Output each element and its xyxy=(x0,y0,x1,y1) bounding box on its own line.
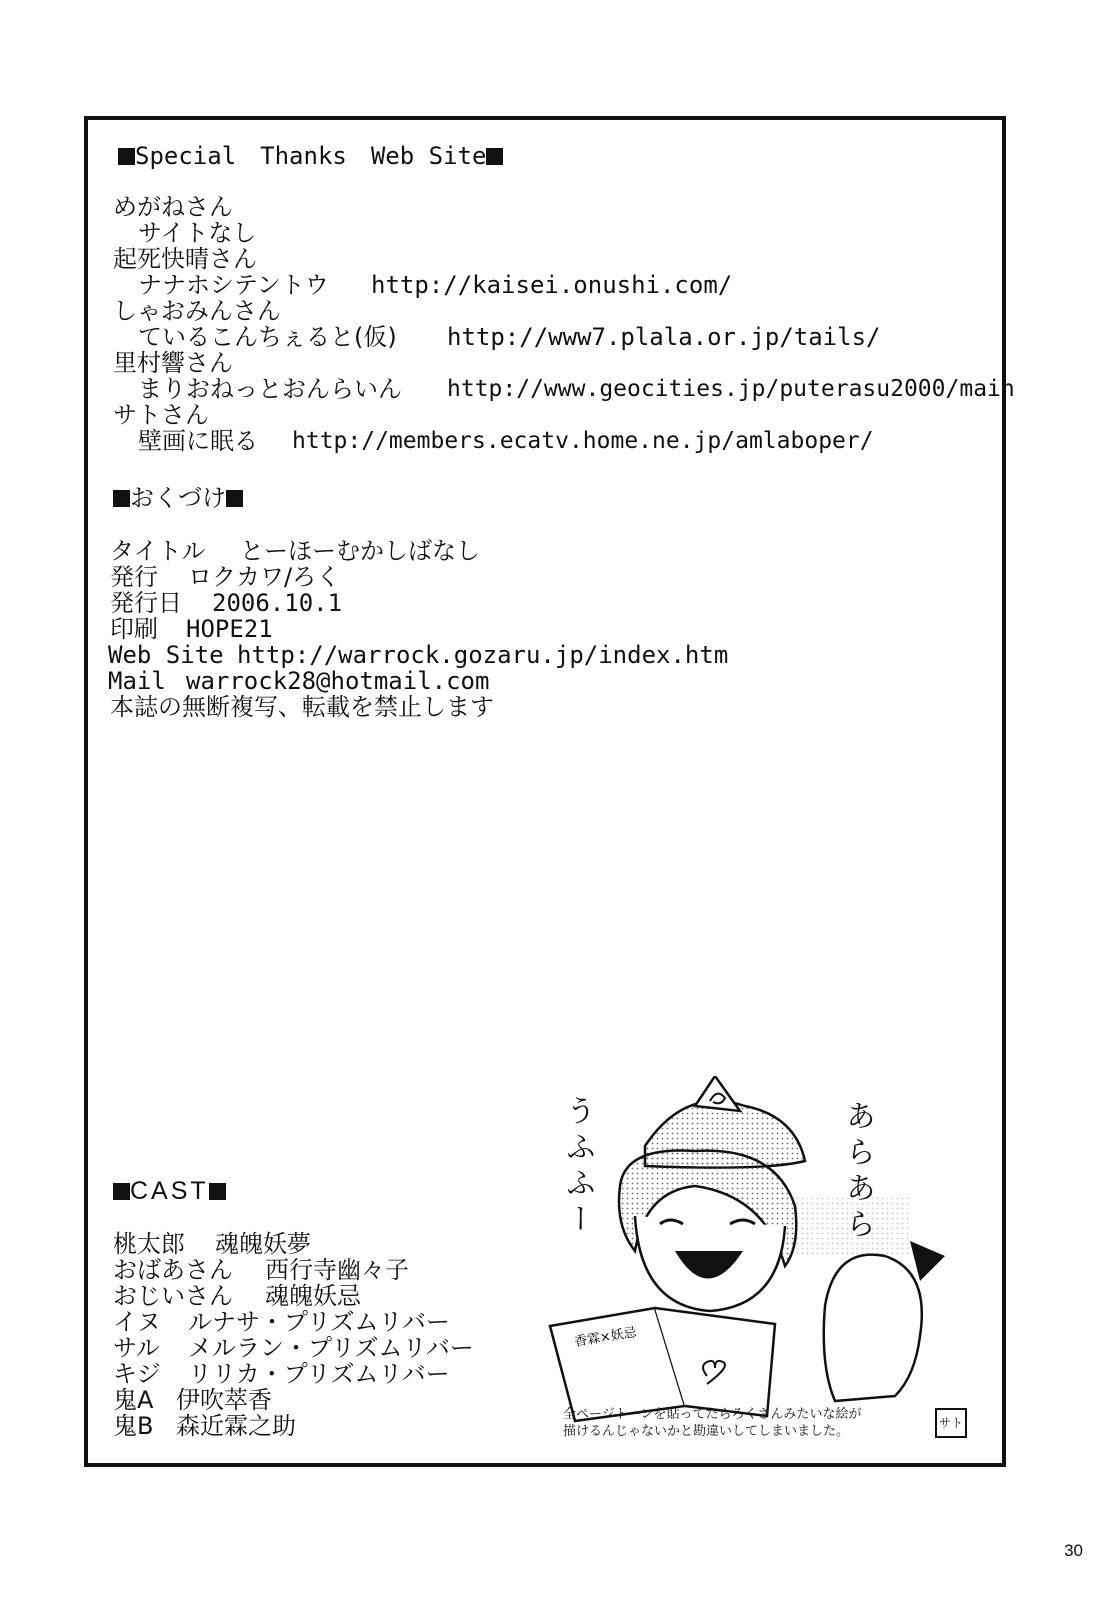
square-bullet-icon xyxy=(209,1183,226,1200)
colophon-mail-value[interactable]: warrock28@hotmail.com xyxy=(186,667,490,695)
colophon-mail-label: Mail xyxy=(108,667,166,695)
colophon-web-label: Web Site xyxy=(108,641,224,669)
character-illustration xyxy=(535,1076,980,1450)
cast-role-7: 鬼A xyxy=(113,1386,154,1414)
thanks-name-5: サトさん xyxy=(113,401,209,429)
colophon-date-label: 発行日 xyxy=(110,589,182,617)
colophon-title-label: タイトル xyxy=(110,537,206,565)
colophon-title-value: とーほーむかしばなし xyxy=(240,537,480,565)
cast-role-3: おじいさん xyxy=(113,1282,233,1310)
cast-actor-2: 西行寺幽々子 xyxy=(265,1256,409,1284)
thanks-site-4: まりおねっとおんらいん xyxy=(138,375,402,403)
colophon-printer-value: HOPE21 xyxy=(186,615,273,643)
cast-role-5: サル xyxy=(113,1334,160,1362)
cast-role-4: イヌ xyxy=(113,1308,161,1336)
thanks-site-1: サイトなし xyxy=(138,219,257,247)
cast-role-8: 鬼B xyxy=(113,1412,154,1440)
special-thanks-header xyxy=(118,143,503,169)
square-bullet-icon xyxy=(113,490,130,507)
artist-signature: サト xyxy=(935,1408,967,1438)
thanks-url-3[interactable]: http://www7.plala.or.jp/tails/ xyxy=(447,323,881,351)
cast-actor-5: メルラン・プリズムリバー xyxy=(188,1334,474,1362)
square-bullet-icon xyxy=(113,1183,130,1200)
caption-line-1: 全ページトーンを貼ってたらろくさんみたいな絵が xyxy=(563,1407,862,1422)
cast-actor-1: 魂魄妖夢 xyxy=(215,1230,311,1258)
square-bullet-icon xyxy=(226,490,243,507)
speech-right: あらあら xyxy=(840,1100,875,1244)
cast-actor-3: 魂魄妖忌 xyxy=(265,1282,361,1310)
colophon-date-value: 2006.10.1 xyxy=(212,589,343,617)
cast-header xyxy=(113,1178,226,1204)
thanks-site-2: ナナホシテントウ xyxy=(138,271,329,299)
colophon-header xyxy=(113,485,243,511)
colophon-header-text: おくづけ xyxy=(130,484,226,512)
cast-role-2: おばあさん xyxy=(113,1256,233,1284)
colophon-publisher-value: ロクカワ/ろく xyxy=(188,563,341,591)
thanks-name-3: しゃおみんさん xyxy=(113,297,281,325)
thanks-name-1: めがねさん xyxy=(113,193,233,221)
book-title-text: 香霖×妖忌 xyxy=(573,1325,638,1350)
square-bullet-icon xyxy=(118,148,135,165)
colophon-publisher-label: 発行 xyxy=(110,563,158,591)
colophon-printer-label: 印刷 xyxy=(110,615,158,643)
thanks-name-4: 里村響さん xyxy=(113,349,233,377)
thanks-url-2[interactable]: http://kaisei.onushi.com/ xyxy=(371,271,733,299)
thanks-site-3: ているこんちぇると(仮) xyxy=(138,323,397,351)
thanks-url-5[interactable]: http://members.ecatv.home.ne.jp/amlaboper/ xyxy=(292,428,874,454)
caption-line-2: 描けるんじゃないかと勘違いしてしまいました。 xyxy=(563,1424,850,1439)
cast-actor-6: リリカ・プリズムリバー xyxy=(188,1360,450,1388)
speech-left: うふふー xyxy=(560,1095,595,1239)
thanks-name-2: 起死快晴さん xyxy=(113,245,257,273)
thanks-url-4[interactable]: http://www.geocities.jp/puterasu2000/main xyxy=(447,376,1015,402)
colophon-notice: 本誌の無断複写、転載を禁止します xyxy=(110,693,494,721)
thanks-site-5: 壁画に眠る xyxy=(138,427,258,455)
cast-actor-4: ルナサ・プリズムリバー xyxy=(188,1308,450,1336)
page-number: 30 xyxy=(1064,1541,1083,1560)
cast-role-6: キジ xyxy=(113,1360,161,1388)
colophon-web-value[interactable]: http://warrock.gozaru.jp/index.htm xyxy=(237,641,729,669)
cast-role-1: 桃太郎 xyxy=(113,1230,185,1258)
cast-actor-8: 森近霖之助 xyxy=(176,1412,296,1440)
cast-actor-7: 伊吹萃香 xyxy=(176,1386,272,1414)
special-thanks-header-text: Special Thanks Web Site xyxy=(135,142,487,170)
square-bullet-icon xyxy=(486,148,503,165)
illustration-caption xyxy=(563,1406,919,1440)
cast-header-text: CAST xyxy=(130,1177,209,1205)
